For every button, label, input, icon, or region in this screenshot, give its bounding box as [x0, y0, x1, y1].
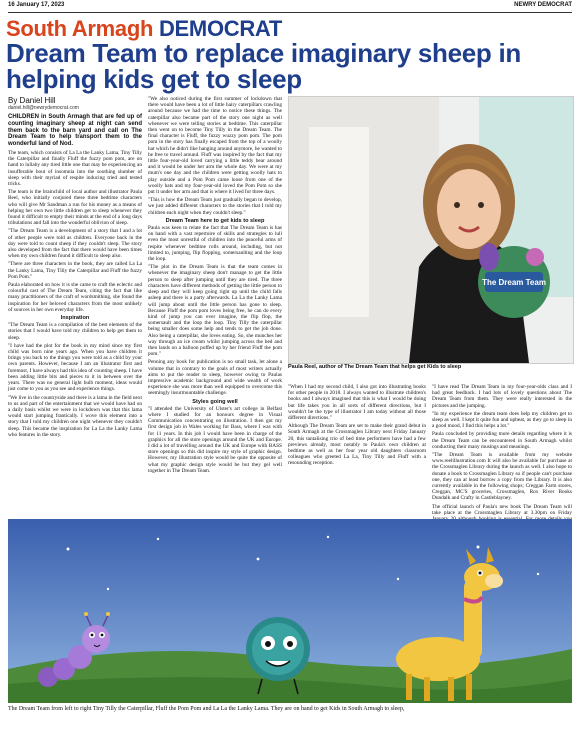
dream-team-illustration: [8, 519, 572, 703]
paragraph: "This is how the Dream Team just gradually began to develop, we just added different characters to the stories that I told my children each night when they couldn't sleep.": [148, 197, 282, 216]
paragraph: "The Dream Team is available from my website www.reelillustration.com It will also be available for purchase at the Crossmaglen Library during the launch as well. I also hope to donate a book to Crossmaglen Library so if people can't purchase one, they can at least borrow a copy from the Library. It is also currently available in the following shops; Creggan Farm stores, Creggan, MC'S groceries, Crossmaglen, Rox River Books Dundalk and Crafty in Castleblayney.: [432, 452, 572, 502]
paragraph: "The plot in the Dream Team is that the team comes in whenever the imaginary sheep don't manage to get the little person to sleep after jumping until they are tired. The three characters have different methods of getting the little person to sleep and they will keep going right up until the child falls asleep and there is a party afterwards. La La the Lanky Lama will jump about until the little person has gone to sleep. Because Fluff the pom pom loves being free, he can do every kind of jump you can ever imagine, the flip flop, the somersault and the loop the loop. Tiny Tilly the caterpillar being smaller does some help and tends to get the job done. Also being a caterpillar, she loves eating. So, she munches her way through an ice cream whilst jumping across the bed and then lands on a balloon puffed up by her friend Fluff the pom pom.": [148, 264, 282, 358]
paragraph: Penning any book for publication is no small task, let alone a volume that in contrary to the goals of most writers actually aims to put the reader to sleep, however owing to Paulas impressive academic background and wide wealth of work experience she was more than well equipped to overcome this seemingly insurmountable challenge.: [148, 359, 282, 397]
subheading-tips: Dream Team here to get kids to sleep: [165, 217, 265, 224]
paragraph: "When I had my second child, I also got into illustrating books for other people in 2018. I always wanted to illustrate children's books and I always imagined that this is what I would be doing but life takes you in all sorts of different directions, but I wouldn't be the type of illustrator I am today without all those different directions.": [288, 384, 426, 422]
byline-email[interactable]: daniel.hill@newrydemocrat.com: [8, 105, 79, 111]
article-column-4: [432, 384, 572, 516]
paper-name: NEWRY DEMOCRAT: [514, 2, 572, 8]
paragraph: The team is the brainchild of local author and illustrator Paula Reel, who initially conjured these three bedtime characters who will give Mr Sandman a run for his money as a means of helping her own two little children get to sleep whenever they found it difficult to empty their minds at the end of a long days tribulations and fall into the wonderful oblivion of sleep.: [8, 189, 142, 227]
paragraph: Paula was keen to relate the fact that The Dream Team is has on hand with a vast repertoire of skills and strategies to lull even the most unrestful of children into the peaceful arms of respite whenever bedtime rolls around, including, but not limited to, jumping, flip flopping, somersaulting and the loop the loop.: [148, 225, 282, 263]
subheading-inspiration: Inspiration: [60, 315, 90, 322]
page-header: [8, 2, 572, 13]
article-column-3: [288, 384, 426, 516]
kicker-region: South Armagh: [6, 16, 154, 41]
paragraph: The team, which consists of La La the Lanky Lama, Tiny Tilly the Caterpillar and finally Fluff the fuzzy pom pom, are on hand to lullaby any tired little one that may be experiencing an insufferable bout of insomnia into the soothing slumber of sleep with their myriad of respite inducing tried and tested tricks.: [8, 149, 142, 187]
paragraph: "I have read The Dream Team in my four-year-olds class and I had great feedback. I had lots of lovely questions about The Dream Team from them. They were really interested in the pictures and the jumping.: [432, 384, 572, 409]
paragraph: Although The Dream Team are set to make their grand debut in South Armagh at the Crossmaglen Library next Friday January 20, this tantalising trio of bed time performers have had a few previews already, most notably to Paula's own children at bedtime as well as her four year old daughters classroom colleagues who greeted La La, Tiny Tilly and Fluff with a resounding reception.: [288, 423, 426, 467]
subheading-styles: Styles going well: [192, 398, 238, 405]
author-photo-illustration: [289, 97, 573, 363]
byline-name: By Daniel Hill: [8, 96, 56, 105]
paragraph: The official launch of Paula's new book The Dream Team will take place at the Crossmaglen Library at 3.30pm on Friday: [432, 503, 572, 516]
paragraph: "We live in the countryside and there is a lama in the field next to us and part of the entertainment that we would have had on a daily basis whilst we were in lockdown was that this lama would start jumping frantically. I wove this element into a story that I told my children one night whenever they couldn't sleep. This became the inspiration for La La the Lanky Lama who features in the story.: [8, 394, 142, 438]
paragraph: "The Dream Team is a compilation of the best elements of the stories that I would have told my children to help get them to sleep.: [8, 322, 142, 341]
book-title-text: The Dream Team: [482, 278, 546, 287]
dream-team-scene: [8, 519, 572, 703]
paragraph: "We also noticed during the first summer of lockdown that there would have been a lot of little hairy caterpillars crawling around because we had the time to notice these things. The caterpillar also became part of the story one night as well whenever we were telling stories at bedtime. This caterpillar then went on to become Tiny Tilly in the Dream Team. The final character is Fluff, the fuzzy wuzzy pom pom. The pom pom in the story has finally escaped from the top of a woolly hat which he didn't like hanging around anymore, he wanted to be free to travel around. Fluff was inspired by the fact that my little four-year-old loved carrying a little teddy bear around and it would be under her arm the whole day. We were at my mum's one day and the children were getting woolly hats to play outside and a Pom Pom came loose from one of the woolly hats and my four-year-old loved the Pom Pom so she put it under her arm and that is where it lived for three days.: [148, 96, 282, 196]
paragraph: Paula concluded by providing more details regarding where it is the Dream Team can be encountered in South Armagh whilst conducting their many musings and meanings.: [432, 431, 572, 450]
byline: [8, 96, 79, 111]
kicker-paper: DEMOCRAT: [158, 16, 283, 41]
headline: Dream Team to replace imaginary sheep in helping kids get to sleep: [6, 38, 521, 94]
paragraph: "The Dream Team is a development of a story that I and a lot of other people were told as children. Everyone back in the day were told to count sheep if they couldn't sleep. The story also developed from the fact that there would have been times when my own children found it difficult to sleep also.: [8, 228, 142, 260]
page-date: 16 January 17, 2023: [8, 2, 65, 8]
article-column-1: [8, 114, 142, 516]
illustration-caption: The Dream Team from left to right Tiny Tilly the Caterpillar, Fluff the Pom Pom and La La the Lanky Lama. They are on hand to get Kids in South Armagh to sleep,: [8, 706, 405, 712]
paragraph: "In my experience the dream team does help my children get to sleep as well. I kept it quite fun and upbeat, as they go to sleep in a good mood, I find this helps a lot.": [432, 410, 572, 430]
paragraph: "There are three characters in the book, they are called La La the Lanky Lama, Tiny Tilly the Caterpillar and Fluff the fuzzy Pom Pom.": [8, 261, 142, 280]
author-photo: [288, 96, 574, 364]
article-column-2: [148, 96, 282, 516]
paragraph: "I have had the plot for the book in my mind since my first child was born nine years ago. When you have children it brings you back to the things you were told as a child by your own parents. However, because I am an illustrator first and foremost, I have always had this idea of counting sheep. I have been adding little bits and pieces to it in between over the years. There was no general light bulb moment, ideas would just come to you as you see and experience things.: [8, 342, 142, 393]
paragraph: "I attended the University of Ulster's art college in Belfast where I studied for an honours degree in Visual Communication concentrating on illustration. I then got my first design job in Wales working for Bass, where I was with for 11 years. In this job I would have been in charge of the graphics for all the store openings around the UK and Europe. I did a lot of travelling around the UK and Europe with BASS store openings so this did inspire my style of graphic design. However, my illustration style would be quite the opposite of what my graphic design style would be but they gel well together in The Dream Team.: [148, 405, 282, 474]
photo-caption: Paula Reel, author of The Dream Team that helps get Kids to sleep: [288, 364, 462, 370]
paragraph: Paula elaborated on how it is she came to craft the eclectic and colourful cast of The Dream Team, citing the fact that like many practitioners of the craft of wordsmithing, she found the inspiration for her beloved characters from the most unlikely of sources in her own everyday life.: [8, 282, 142, 313]
article-lead: CHILDREN in South Armagh that are fed up of counting imaginary sheep at night can send them back to the barn yard and call on The Dream Team to help transport them to the wonderful land of Nod.: [8, 114, 142, 148]
